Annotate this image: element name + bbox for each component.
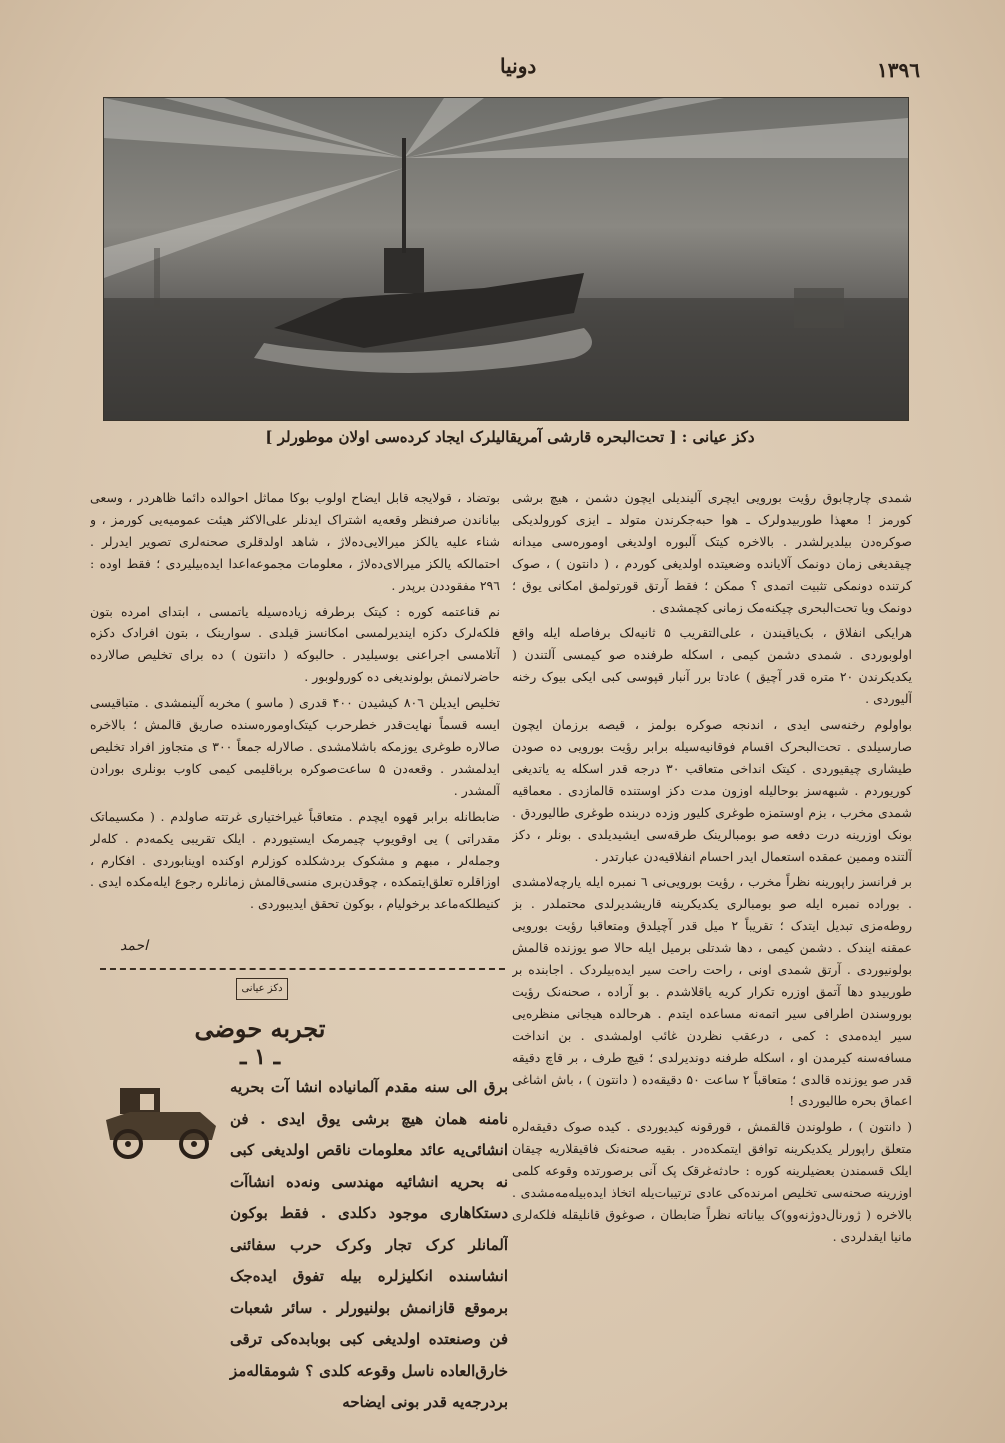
photo-caption: دکز عیانی : [ تحت‌البحره قارشی آمریقالیلرک ایجاد کرده‌سی اولان موطورلر ] <box>265 428 755 446</box>
section-tag: دکز عیانی <box>236 978 288 1000</box>
right-column <box>512 487 912 1412</box>
part-number: ـ ۱ ـ <box>239 1044 281 1070</box>
paragraph: بوتضاد ، قولایجه قابل ایضاح اولوب بوکا مماثل احوالده دائما ظاهردر ، وسعی بیاناندن صرفنظر وقعه‌یه اشتراک ایدنلر علی‌الاکثر هیئت عمومیه‌یی کورمز ، و شناء علیه یالکز میرالایی‌ده‌لاژ ، شاهد اولدقلری صحنه‌لری تصویر ایدرلر . احتمالکه یالکز میرالای‌ده‌لاژ ، معلومات مجموعه‌اعدا ایده‌بیلیردی ؛ فقط اوده : ۲۹٦ مفقوددن برپدر . <box>90 490 500 593</box>
paragraph: ( دانتون ) ، طولوندن قالقمش ، قورقونه کیدیوردی . کیده صوک دقیقه‌لره متعلق راپورلر یکدیکرینه توافق ایتمکده‌در . بقیه صحنه‌نک فاقیقلاریه چیقان ایلک قسمندن بعضیلرینه کوره : حادثه‌غرقک پک آنی برصورتده وقوعه کلمی اوزرینه صحنه‌سی تخلیص امرنده‌کی عادی ترتیبات‌یله اتخاذ ایده‌بیله‌مه‌مشدی . بالاخره ( ژورنال‌دوژنه‌وو)‌ک بیاناته نظراً ضابطان ، صوغوق قانلیقله فلکه‌لری مانیا ایقدلردی . <box>512 1119 912 1244</box>
paragraph: هرایکی انفلاق ، بک‌یاقیندن ، علی‌التقریب ۵ ثانیه‌لک برفاصله ایله واقع اولوبوردی . شمدی دشمن کیمی ، اسکله طرفنده صو کیمسی آلتندن ( یکدیکرندن ۲۰ متره قدر آچیق ) عادتا برر آنبار قپوسی کبی ایکی بیوک رخنه آلیوردی . <box>512 625 912 707</box>
paragraph: برق الی سنه مقدم آلمانیاده انشا آت بحریه نامنه همان هیچ برشی یوق ایدی . فن انشائی‌یه عائد معلومات ناقص اولدیغی کبی نه بحریه انشائیه مهندسی ونه‌ده انشاآت دستکاهاری موجود دکلدی . فقط بوکون آلمانلر کرک تجار وکرک حرب سفائنی انشاسنده انکلیزلره بیله تفوق ایده‌جک برموقع قازانمش بولنیورلر . سائر شعبات فن وصنعتده اولدیغی کبی بوبابده‌کی ترقی خارق‌العاده ناسل وقوعه کلدی ؟ شومقاله‌مز بردرجه‌یه قدر بونی ایضاحه <box>230 1078 508 1411</box>
searchlight-beam <box>404 118 908 158</box>
article-heading: تجربه حوضی <box>194 1014 326 1043</box>
section-divider <box>100 968 505 970</box>
paragraph: بر فرانسز راپورینه نظراً مخرب ، رؤیت بورویی‌نی ٦ نمبره ایله یارچه‌لامشدی . بوراده نمبره ایله صو بومبالری یکدیکرینه قاریشدیرلدی محتملدر . بز روطه‌مزی تبدیل ایتدک ؛ تقریباً ۲ میل قدر آچیلدق ومتعاقبا رؤیت بورویی عمقنه ایندک . دشمن کیمی ، دها شدتلی برمیل ایله حالا صو یوزنده قالمش بولونیوردی . آرتق شمدی اونی ، راحت راحت سیر ایده‌بیلردک . اجابنده بر طوربیدو دها آتمق اوزره تکرار کریه یاقلاشدم . بو آراده ، صحنه‌نک رؤیت بوروسندن اطرافی سیر اتمه‌نه مساعده ایتدم . هرحالده هیجانی منظره‌یی سیر ایده‌مدی : کمی ، درعقب نظردن غائب اولمشدی . بن انداخت مسافه‌سنه کیرمدن او ، اسکله طرفنه دوندیرلدی ؛ قیچ طرف ، بر قاچ دقیقه قدر صو یوزنده قالدی ؛ متعاقباً ۲ ساعت ۵۰ دقیقه‌ده ( دانتون ) ، باش اشاغی اعماق بحره طالیوردی ! <box>512 874 912 1109</box>
page-header <box>60 40 940 80</box>
author-signature: احمد <box>120 938 148 954</box>
distant-ship <box>154 248 160 308</box>
paragraph: نم قناعتمه کوره : کیتک برطرفه زیاده‌سیله یاتمسی ، ابتدای امرده بتون فلکه‌لرک دکزه ایندیرلمسی امکانسز قیلدی . سوارینک ، بتون افرادک دکزه آتلامسی اجراعنی بوسیلیدر . حالبوکه ( دانتون ) ده برای تخلیص صالارده حاضرلانمش بولوندیغی ده کورولوبور . <box>90 603 500 685</box>
warship-photo <box>103 97 909 421</box>
page-number: ۱۳۹٦ <box>877 58 920 82</box>
searchlight-beam <box>104 168 404 278</box>
paragraph: ضابطانله برابر قهوه ایچدم . متعاقباً غیراختیاری غرتته صاولدم . ( مکسیماتک مقدراتی ) ‌یی اوقویوپ چیمرمک ایستیوردم . ایلک تقریبی یکمه‌دم . کله‌لر وجمله‌لر ، مبهم و مشکوک بردشکلده کوزلرم اوکنده اوینابوردی . افکارم ، اوزاقلره تعلق‌ایتمکده ، چوقدن‌بری منسی‌قالمش زمانلره رجوع ایله‌مکده ایدی . کنیطلکه‌ماعد برخولیام ، بوکون تحقق ایدیبوردی . <box>90 808 500 912</box>
paragraph: تخلیص ایدیلن ۸۰٦ کیشیدن ۴۰۰ قدری ( ماسو ) مخربه آلینمشدی . متباقیسی ایسه قسماً نهایت‌قدر خطرحرب کیتک‌اوموره‌سنده صاریق قالمش ؛ بالاخره صالاره طوغری یوزمکه باشلامشدی . صالارله جمعاً ۳۰۰ ی متجاوز افراد تخلیص ایدلمشدر . وقعه‌دن ۵ ساعت‌صوکره برباقلیمی کیمی کاوب بونلری بورادن آلمشدر . <box>90 695 500 798</box>
paragraph: شمدی چارچابوق رؤیت بورویی ایچری آلیندیلی ایچون دشمن ، هیچ برشی کورمز ! معهذا طوربیدولرک ـ هوا حبه‌جکرندن متولد ـ ایزی کورولدیکی صوکره‌دن بیلدیرلشدر . بالاخره کیتک آلبوره اولدیغی اوموره‌سی میدانه چیقدیغی زمان دونمک آلایانده وضعیتده اولدیغی کوردم ، ( دانتون ) ، صوک کرتنده دونمکی تثبیت اتمدی ؟ ممکن ؛ فقط آرتق قورتولمق امکانی یوق ؛ دونمک ویا تحت‌البحری چیکنه‌مک زمانی کچمشدی . <box>512 490 912 615</box>
left-column <box>90 487 500 937</box>
warship-bridge <box>384 248 424 293</box>
paragraph: بواولوم رخنه‌سی ایدی ، اندنجه صوکره بولمز ، قیصه برزمان ایچون صارسیلدی . تحت‌البحرک اقسام فوقانیه‌سیله برابر رؤیت بورویی ده صودن طیشاری چیقیوردی . کیتک انداخی متعاقب ۳۰ درجه قدر اسکله یه یاتدیغی کوریوردم . شبهه‌سز بوحالیله اوزون مدت دکز اوستنده قالمازدی . معماقیه شمدی مخرب ، بزم اوستمزه طوغری کلیور وزده دربنده طوغری طالیوردق . بونک اوزرینه درت دفعه صو بومبالرینک طرقه‌سی ایشیدیلدی . بونلر ، دکز آلتنده وممین عمقده استعمال ایدر احسام انفلاقیه‌دن عبارتدر . <box>512 717 912 864</box>
warship-searchlight-illustration <box>104 98 908 420</box>
journal-title: دونیا <box>500 54 537 78</box>
article-body <box>100 1072 508 1422</box>
searchlight-beam <box>104 98 404 158</box>
warship-mast <box>402 138 406 253</box>
distant-ship <box>794 288 844 328</box>
